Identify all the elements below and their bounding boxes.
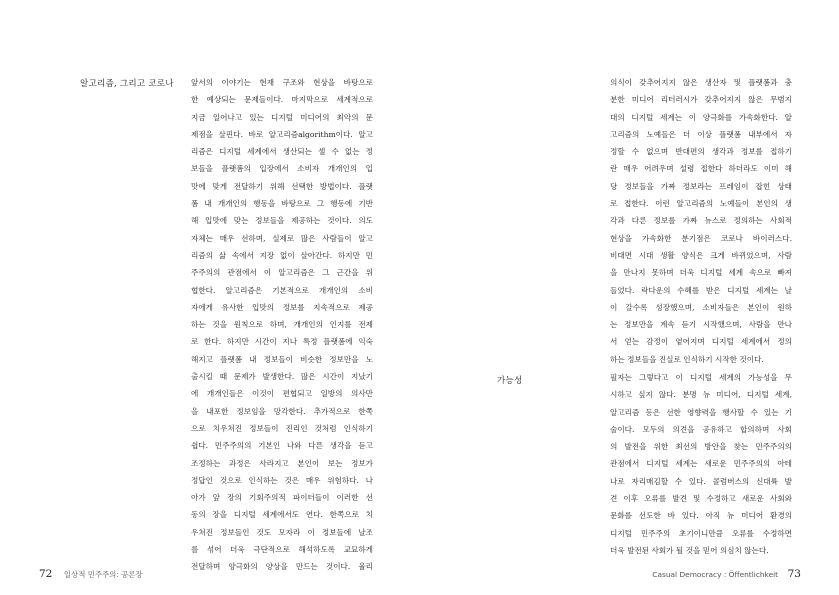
body-line: 주주의의 관점에서 이 알고리즘은 그 근간을 위 xyxy=(191,268,373,278)
page-number-left: 72 xyxy=(39,568,53,580)
body-line: 조정하는 과정은 사라지고 본인이 보는 정보가 xyxy=(191,458,373,468)
body-line: 비대면 시대 생활 양식은 크게 바뀌었으며, 사람 xyxy=(610,250,792,260)
body-line: 아가 앞 장의 기회주의적 파이터들이 이러한 선 xyxy=(191,493,373,503)
body-line: 의 발전을 위한 최선의 방안을 찾는 민주주의의 xyxy=(610,442,792,452)
body-line: 출시킬 때 문제가 발생한다. 많은 시간이 지났기 xyxy=(191,372,373,382)
body-line: 견 이후 오류를 발견 및 수정하고 새로운 사회와 xyxy=(610,494,792,504)
body-line: 에 개개인들은 이것이 편협되고 일방의 의사만 xyxy=(191,389,373,399)
body-line: 보들을 플랫폼의 입장에서 소비자 개개인의 입 xyxy=(191,164,373,174)
body-line: 란 매우 어려우며 설령 접한다 하더라도 이미 해 xyxy=(610,164,792,174)
body-line: 로 접한다. 이런 알고리즘의 노예들이 본인의 생 xyxy=(610,199,792,209)
body-line: 당 정보들을 가짜 정보라는 프레임이 잡힌 상태 xyxy=(610,181,792,191)
body-line: 전달하며 양극화의 양상을 만드는 것이다. 율리 xyxy=(191,562,373,572)
body-line: 해 입맛에 맞는 정보들을 제공하는 것이다. 의도 xyxy=(191,216,373,226)
body-line: 시하고 싶지 않다. 분명 뉴 미디어, 디지털 세계, xyxy=(610,390,792,400)
body-line: 이 갈수록 성장했으며, 소비자들은 본인이 원하 xyxy=(610,302,792,312)
body-line: 리즘은 디지털 세계에서 생산되는 셀 수 없는 정 xyxy=(191,147,373,157)
body-line: 해지고 플랫폼 내 정보들이 비슷한 정보만을 노 xyxy=(191,354,373,364)
body-line: 서 얻는 감정이 옅어지며 디지털 세계에서 정의 xyxy=(610,337,792,347)
body-line: 문화를 선도한 바 있다. 아직 뉴 미디어 환경의 xyxy=(610,511,792,521)
body-line: 자에게 유사한 입맛의 정보를 지속적으로 제공 xyxy=(191,302,373,312)
body-line: 를 섞어 더욱 극단적으로 해석하도록 교묘하게 xyxy=(191,545,373,555)
body-line: 는 정보만을 계속 듣기 시작했으며, 사람을 만나 xyxy=(610,320,792,330)
body-line: 쉽다. 민주주의의 기본인 나와 다른 생각을 듣고 xyxy=(191,441,373,451)
left-footer xyxy=(39,568,143,580)
body-line: 관점에서 디지털 세계는 새로운 민주주의의 아테 xyxy=(610,459,792,469)
body-line: 알고리즘 등은 선한 영향력을 행사할 수 있는 기 xyxy=(610,407,792,417)
running-title-right: Casual Democracy : Öffentlichkeit xyxy=(652,570,779,579)
body-line: 지금 일어나고 있는 디지털 미디어의 최악의 문 xyxy=(191,112,373,122)
page-number-right: 73 xyxy=(787,568,801,580)
left-body-text xyxy=(191,74,373,576)
body-line: 들었다. 락다운의 수혜를 받은 디지털 세계는 날 xyxy=(610,285,792,295)
body-line: 을 내포한 정보임을 망각한다. 추가적으로 한쪽 xyxy=(191,406,373,416)
body-line: 정할 수 없으며 반대편의 생각과 정보를 접하기 xyxy=(610,147,792,157)
body-line: 앞서의 이야기는 현재 구조와 현상을 바탕으로 xyxy=(191,78,373,87)
right-page xyxy=(420,0,839,595)
running-title-left: 일상적 민주주의: 공론장 xyxy=(63,570,143,579)
body-line: 동의 장을 디지털 세계에서도 연다. 한쪽으로 치 xyxy=(191,510,373,520)
right-body-text-bottom xyxy=(610,369,792,559)
section-heading-possibility: 가능성 xyxy=(497,376,523,386)
body-line: 로 한다. 하지만 시간이 지나 특정 플랫폼에 익숙 xyxy=(191,337,373,347)
body-line: 폼 내 개개인의 행동을 바탕으로 그 행동에 기반 xyxy=(191,199,373,209)
body-line: 술이다. 모두의 의견을 공유하고 합의하며 사회 xyxy=(610,424,792,434)
body-line: 제점을 살핀다. 바로 알고리즘algorithm이다. 알고 xyxy=(191,129,373,139)
body-line: 우쳐진 정보들인 것도 모자라 이 정보들에 날조 xyxy=(191,527,373,537)
body-line: 필자는 그렇다고 이 디지털 세계의 가능성을 무 xyxy=(610,373,792,382)
left-page xyxy=(0,0,419,595)
body-line: 더욱 발전된 사회가 될 것을 믿어 의심치 않는다. xyxy=(610,545,769,555)
body-line: 으로 치우쳐진 정보들이 진리인 것처럼 인식하기 xyxy=(191,423,373,433)
body-line: 고리즘의 노예들은 더 이상 플랫폼 내부에서 자 xyxy=(610,129,792,139)
body-line: 하는 것을 원칙으로 하며, 개개인의 인지를 전제 xyxy=(191,320,373,330)
body-line: 현상을 가속화한 분기점은 코로나 바이러스다. xyxy=(610,233,792,243)
body-line: 협한다. 알고리즘은 기본적으로 개개인의 소비 xyxy=(191,285,373,295)
body-line: 나로 자리매김할 수 있다. 콜럼버스의 신대륙 발 xyxy=(610,476,792,486)
section-heading-algorithm-corona: 알고리즘, 그리고 코로나 xyxy=(80,79,174,89)
right-footer xyxy=(652,568,801,580)
body-line: 한 예상되는 문제들이다. 마지막으로 세계적으로 xyxy=(191,95,373,105)
body-line: 의식이 갖추어지지 않은 생산자 및 플랫폼과 충 xyxy=(610,78,792,87)
body-line: 분한 미디어 리터러시가 갖추어지지 않은 무범지 xyxy=(610,95,792,105)
body-line: 정답인 것으로 인식하는 것은 매우 위험하다. 나 xyxy=(191,475,373,485)
right-body-text-top xyxy=(610,74,792,368)
body-line: 을 만나지 못하며 더욱 디지털 세계 속으로 빠져 xyxy=(610,268,792,278)
body-line: 하는 정보들을 진실로 인식하기 시작한 것이다. xyxy=(610,354,764,364)
body-line: 디지털 민주주의 초기이니만큼 오류를 수정하면 xyxy=(610,528,792,538)
body-line: 리즘의 삶 속에서 지장 없이 살아간다. 하지만 민 xyxy=(191,250,373,260)
body-line: 자체는 매우 선하며, 실제로 많은 사람들이 알고 xyxy=(191,233,373,243)
body-line: 맛에 맞게 전달하기 위해 선택한 방법이다. 플랫 xyxy=(191,181,373,191)
body-line: 각과 다른 정보를 가짜 뉴스로 정의하는 사회적 xyxy=(610,216,792,226)
body-line: 대의 디지털 세계는 이 양극화를 가속화한다. 알 xyxy=(610,112,792,122)
